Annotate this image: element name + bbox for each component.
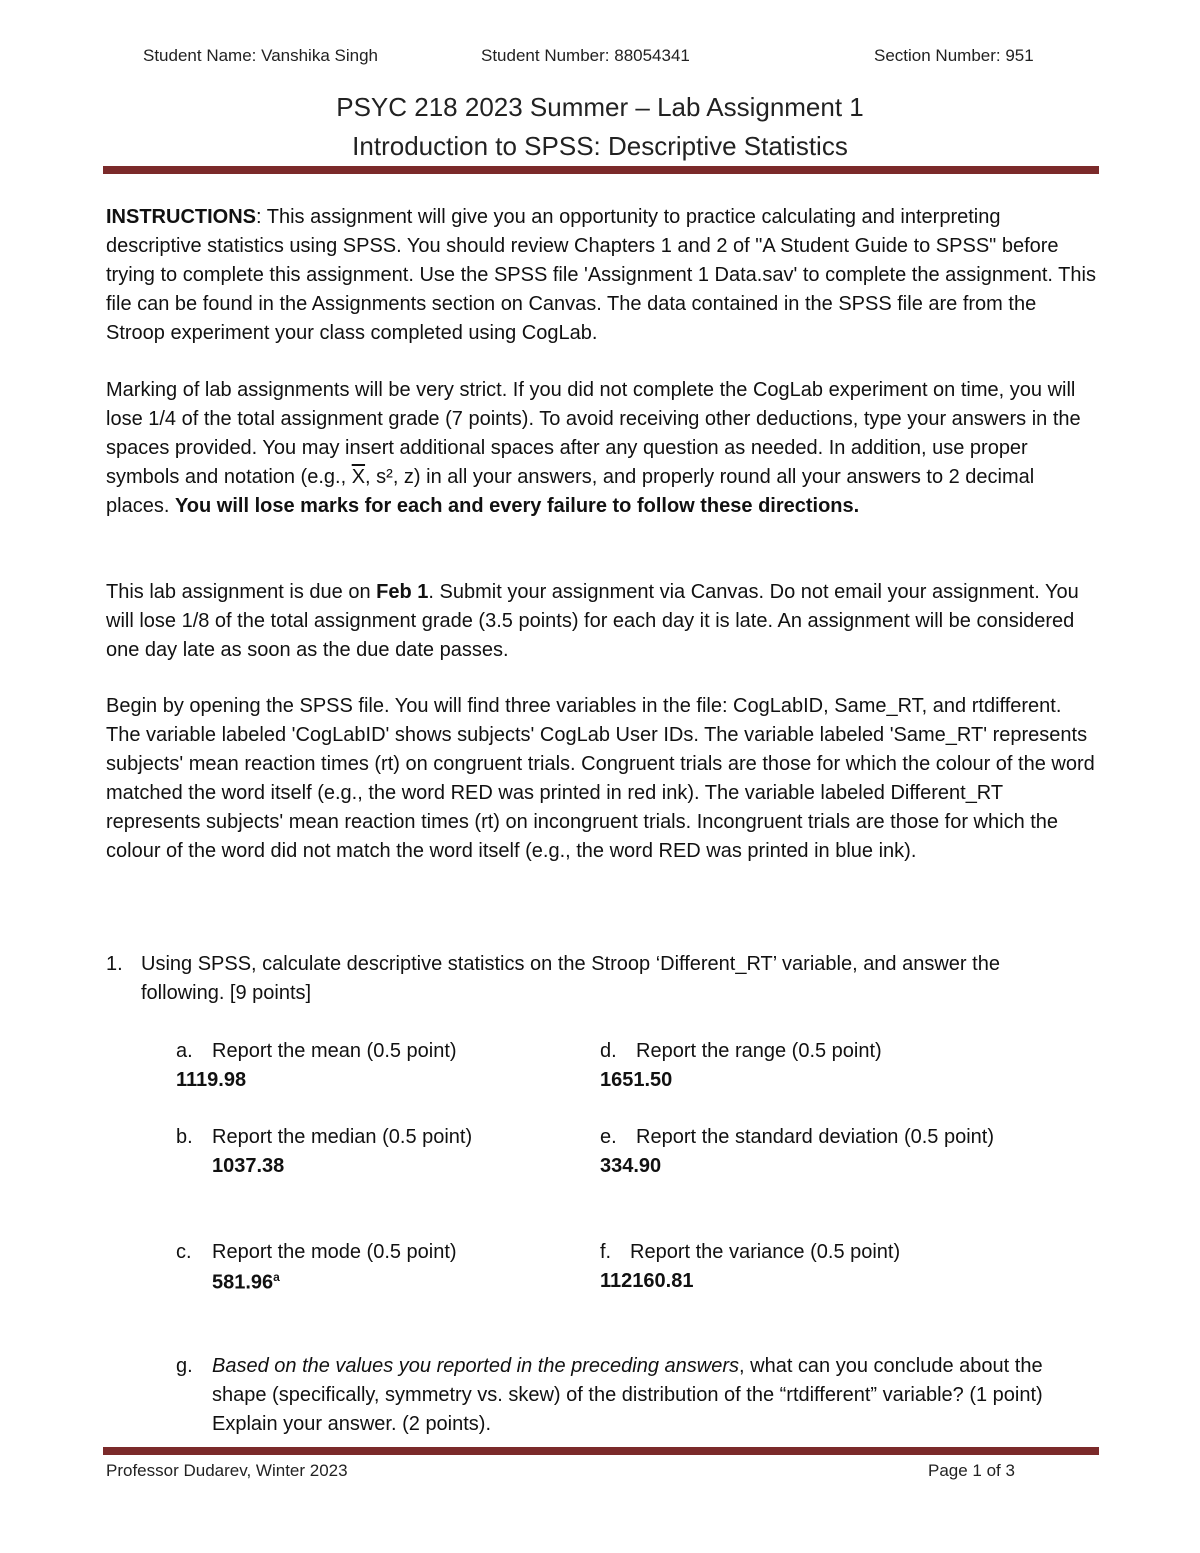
- due-date: Feb 1: [376, 581, 429, 603]
- instructions-paragraph: [106, 203, 1096, 348]
- answer-range: 1651.50: [600, 1069, 673, 1091]
- answer-mean: 1119.98: [176, 1069, 247, 1091]
- answer-variance: 112160.81: [600, 1270, 694, 1292]
- part-label: Report the variance (0.5 point): [630, 1241, 901, 1263]
- part-letter: a.: [176, 1040, 193, 1062]
- section-number: Section Number: 951: [874, 46, 1034, 65]
- instructions-label: INSTRUCTIONS: [106, 206, 256, 228]
- marking-text: Marking of lab assignments will be very strict. If you did not complete the CogLab experiment on time, you will lose 1/4 of the total assignment grade (7 points). To avoid receiving other deductions, type your answers in the spaces provided. You may insert additional spaces after any question as needed. In addition, use proper symbols and notation (e.g.,: [106, 379, 1081, 488]
- answer-mode-value: 581.96: [212, 1271, 274, 1294]
- question-number: 1.: [106, 953, 123, 975]
- answer-sd: 334.90: [600, 1155, 662, 1177]
- due-text: This lab assignment is due on: [106, 581, 377, 603]
- question-1b: [176, 1123, 472, 1152]
- bottom-divider: [103, 1447, 1099, 1455]
- part-text: [212, 1352, 1082, 1439]
- part-letter: g.: [176, 1355, 193, 1377]
- part-label: Report the mean (0.5 point): [212, 1040, 457, 1062]
- question-text: Using SPSS, calculate descriptive statistics on the Stroop ‘Different_RT’ variable, and answer the following. [9 points]: [141, 953, 1000, 1004]
- part-label: Report the range (0.5 point): [636, 1040, 882, 1062]
- page-title: PSYC 218 2023 Summer – Lab Assignment 1: [336, 92, 864, 122]
- student-name: Student Name: Vanshika Singh: [143, 46, 378, 65]
- part-label: Report the standard deviation (0.5 point): [636, 1126, 994, 1148]
- part-letter: e.: [600, 1126, 617, 1148]
- answer-mode: [212, 1270, 280, 1295]
- x-bar-symbol: $\overline{X}$: [351, 466, 366, 488]
- question-1d: [600, 1037, 882, 1066]
- question-1f: [600, 1238, 900, 1267]
- part-italic: Based on the values you reported in the preceding answers: [212, 1355, 740, 1377]
- page-subtitle: Introduction to SPSS: Descriptive Statistics: [352, 131, 848, 161]
- question-1a: [176, 1037, 457, 1066]
- variables-paragraph: Begin by opening the SPSS file. You will find three variables in the file: CogLabID, Same_RT, and rtdifferent. The variable labeled 'CogLabID' shows subjects' CogLab User IDs. The variable labeled 'Same_RT' represents subjects' mean reaction times (rt) on congruent trials. Congruent trials are those for which the colour of the word matched the word itself (e.g., the word RED was printed in red ink). The variable labeled Different_RT represents subjects' mean reaction times (rt) on incongruent trials. Incongruent trials are those for which the colour of the word did not match the word itself (e.g., the word RED was printed in blue ink).: [106, 695, 1095, 862]
- part-label: Report the mode (0.5 point): [212, 1241, 457, 1263]
- footer-professor: Professor Dudarev, Winter 2023: [106, 1461, 348, 1480]
- question-1c: [176, 1238, 457, 1267]
- part-letter: f.: [600, 1241, 612, 1263]
- student-number: Student Number: 88054341: [481, 46, 690, 65]
- marking-paragraph: [106, 376, 1096, 521]
- marking-warning: You will lose marks for each and every failure to follow these directions.: [174, 495, 860, 517]
- top-divider: [103, 166, 1099, 174]
- instructions-text: : This assignment will give you an opportunity to practice calculating and interpreting descriptive statistics using SPSS. You should review Chapters 1 and 2 of "A Student Guide to SPSS" before trying to complete this assignment. Use the SPSS file 'Assignment 1 Data.sav' to complete the assignment. This file can be found in the Assignments section on Canvas. The data contained in the SPSS file are from the Stroop experiment your class completed using CogLab.: [106, 206, 1096, 344]
- answer-median: 1037.38: [212, 1155, 285, 1177]
- part-label: Report the median (0.5 point): [212, 1126, 473, 1148]
- answer-mode-footnote: a: [273, 1270, 280, 1284]
- marking-text-2: , s², z) in all your answers, and properly round all your answers to 2 decimal places.: [106, 466, 1035, 517]
- footer-page-number: Page 1 of 3: [928, 1461, 1015, 1480]
- part-letter: b.: [176, 1126, 193, 1148]
- due-date-paragraph: [106, 578, 1096, 665]
- part-rest: , what can you conclude about the shape (specifically, symmetry vs. skew) of the distribution of the “rtdifferent” variable? (1 point) Explain your answer. (2 points).: [212, 1355, 1043, 1435]
- part-letter: d.: [600, 1040, 617, 1062]
- due-text-2: . Submit your assignment via Canvas. Do not email your assignment. You will lose 1/8 of the total assignment grade (3.5 points) for each day it is late. An assignment will be considered one day late as soon as the due date passes.: [106, 581, 1079, 661]
- part-letter: c.: [176, 1241, 192, 1263]
- question-1e: [600, 1123, 994, 1152]
